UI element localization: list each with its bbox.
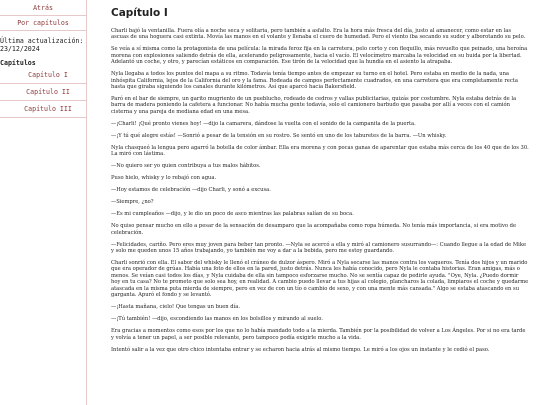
paragraph: Se veía a sí misma como la protagonista de una película: la mirada feroz fija en la carretera, pelo corto y con flequillo, más revuelto que peinado, una heroína morena con explosiones saliendo detrás de ella, acelerando peligrosamente, hacia el vacío. El velocímetro marcaba la velocidad en su huida por la libertad. Adelantó un coche, y otro, y parecían estáticos en comparación. Ese tirón de la velocidad que la hundía en el asiento la atrapaba. xyxy=(111,46,528,66)
paragraph: —No quiero ser yo quien contribuya a tus malos hábitos. xyxy=(111,163,261,170)
chapters-heading: Capítulos xyxy=(0,59,36,68)
chapter-title: Capítulo I xyxy=(111,7,168,19)
chapter-link-1[interactable]: Capítulo I xyxy=(0,67,86,84)
paragraph: Intentó salir a la vez que otro chico intentaba entrar y se echaron hacia atrás al mismo tiempo. Le miró a los ojos un instante y le cedió el paso. xyxy=(111,346,490,353)
paragraph: —¡Charli! ¡Qué pronto vienes hoy! —dijo la camarera, dándose la vuelta con el sonido de la campanita de la puerta. xyxy=(111,120,416,127)
paragraph: —Siempre, ¿no? xyxy=(111,199,154,206)
back-button[interactable]: Atrás xyxy=(0,0,86,16)
paragraph: —Es mi cumpleaños —dijo, y le dio un poco de asco mientras las palabras salían de su boca. xyxy=(111,211,354,218)
paragraph: No quiso pensar mucho en ello a pesar de la sensación de desamparo que la acompañaba como ropa húmeda. No tenía más importancia, si era motivo de celebración. xyxy=(111,223,517,236)
paragraph: Era gracias a momentos como esos por los que no lo había mandado todo a la mierda. También por la posibilidad de volver a Los Ángeles. Por si no era tarde y volvía a tener un papel, a ser posible relevante, pero tampoco podía exigirle mucho a la vida. xyxy=(111,328,526,341)
paragraph: —Felicidades, cariño. Pero eres muy joven para beber tan pronto. —Nyla se acercó a ella y miró al camionero susurrando—: Cuando llegue a la edad de Mike y solo me queden unos 15 años trabajando, yo también me voy a dar a la bebida, pero me estoy guardando. xyxy=(111,241,527,255)
chapter-link-3[interactable]: Capítulo III xyxy=(0,101,86,118)
paragraph: —¡Hasta mañana, cielo! Que tengas un buen día. xyxy=(111,304,241,311)
paragraph: —¡Tú también! —dijo, escondiendo las manos en los bolsillos y mirando al suelo. xyxy=(111,316,323,323)
paragraph: Puso hielo, whisky y lo rebajó con agua. xyxy=(111,175,217,182)
paragraph: Paró en el bar de siempre, un garito mugriento de un pueblucho, rodeado de cedros y vallas publicitarias, quizás por costumbre. Nyla estaba detrás de la barra de madera poniendo la cafetera a funcionar. No había mucha gente todavía, solo el camionero barbudo que pasaba por allí a veces con el camión cisterna y una pareja de mediana edad en una mesa. xyxy=(111,96,517,115)
chapter-link-2[interactable]: Capítulo II xyxy=(0,84,86,101)
last-update-text: Última actualización: 23/12/2024 xyxy=(0,37,84,54)
chapter-content xyxy=(111,7,529,359)
paragraph: Charli bajó la ventanilla. Fuera olía a noche seca y solitaria, pero también a asfalto. Era la hora más fresca del día, justo al amanecer, como estar en las ascuas de una hoguera casi extinta. Movía las manos en el volante y llenaba el cuero de humedad. Pero el viento iba secando su sudor y alborotando su pelo. xyxy=(111,28,526,41)
paragraph: —¡Y tú qué alegre estás! —Sonrió a pesar de la tensión en su rostro. Se sentó en uno de los taburetes de la barra. —Un whisky. xyxy=(111,132,447,139)
paragraph: Nyla chasqueó la lengua pero agarró la botella de color ámbar. Ella era morena y con pocas ganas de aparentar que estaba más cerca de los 40 que de los 30. La miró con lástima. xyxy=(111,144,529,158)
paragraph: Charli sonrió con ella. El sabor del whisky le llenó el cráneo de dulzor áspero. Miró a Nyla secarse las manos contra los vaqueros. Tenía dos hijos y un marido que era operador de grúas. Había una foto de ellos en la pared, justo detrás. Nunca les había conocido, pero Nyla le contaba historias. Eran amigas, más o menos. Se veían casi todos los días, y Nyla cuidaba de ella sin tampoco esforzarse mucho. No se sentía capaz de pedirle ayuda. "Oye, Nyla. ¿Puedo dormir hoy en tu casa? No te prometo que solo sea hoy, en realidad. A cambio puedo llevar a tus hijas al colegio, plancharos la colada, limpiaros el coche y quedarme atascada en la misma puta mierda de siempre, pero en vez de con un tío o cambio de sexo, y con una mente más cansada." Algo se estaba atascando en su garganta. Apuró el fondo y se levantó. xyxy=(111,260,529,299)
paragraph: —Hoy estamos de celebración —dijo Charli, y sonó a excusa. xyxy=(111,187,271,194)
sidebar xyxy=(0,0,87,405)
by-chapters-button[interactable]: Por capítulos xyxy=(0,16,86,31)
paragraph: Nyla llegaba a todos los puntos del mapa a su ritmo. Todavía tenía tiempo antes de empezar su turno en el hotel. Pero estaba en medio de la nada, una inhóspita California, lejos de la California del oro y la fama. Rodeada de campos perfectamente cuadrados, en una carretera que era completamente recta hasta que giraba siguiendo los canales durante kilómetros. Así que aparcó hacia Bakersfield. xyxy=(111,71,518,91)
